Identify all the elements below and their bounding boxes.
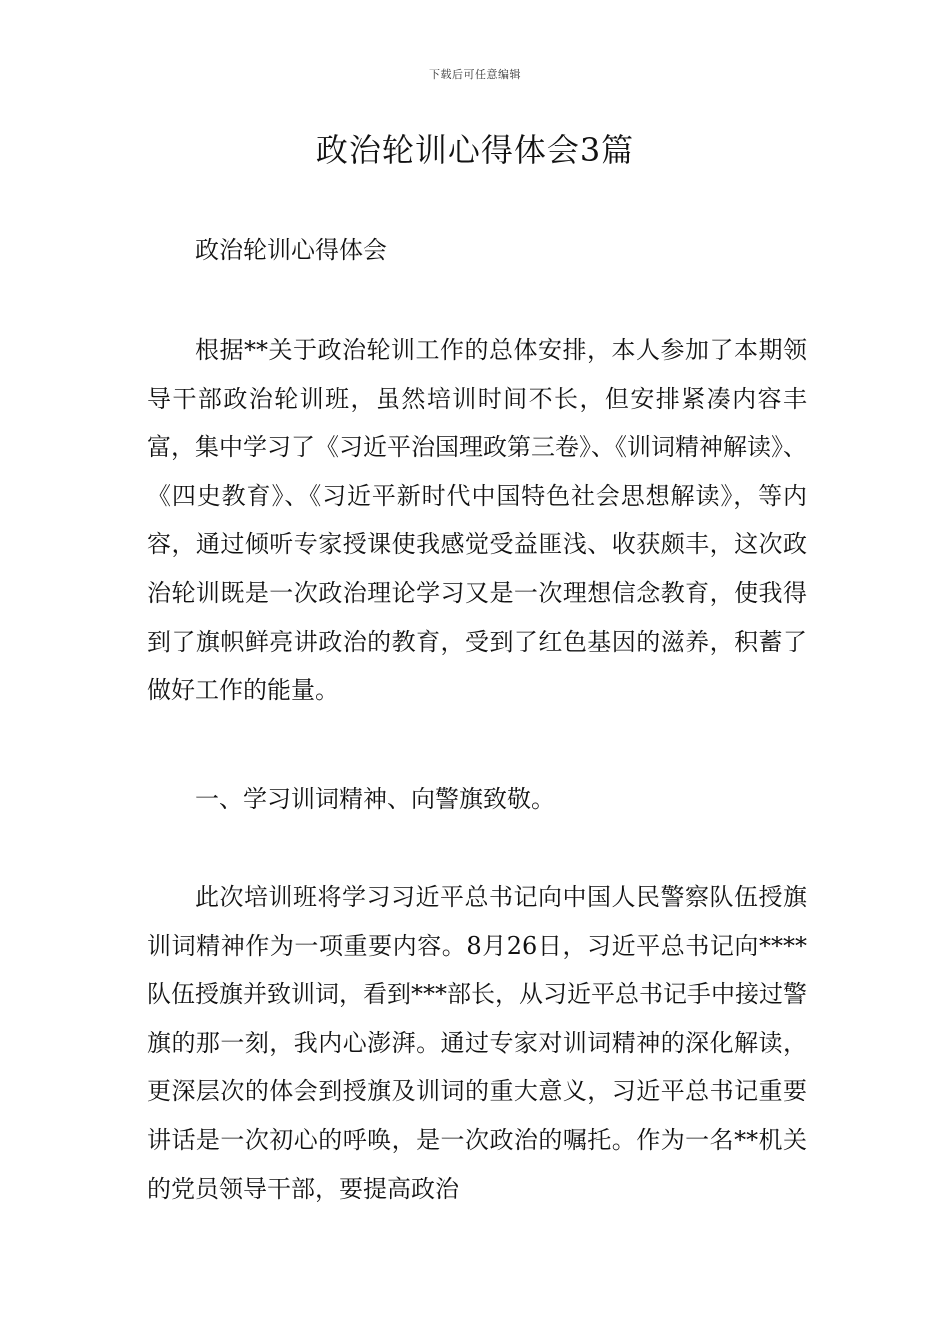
section-subtitle: 政治轮训心得体会 bbox=[195, 236, 387, 264]
header-note: 下载后可任意编辑 bbox=[429, 68, 521, 81]
paragraph-intro: 根据**关于政治轮训工作的总体安排，本人参加了本期领导干部政治轮训班，虽然培训时间不长，但安排紧凑内容丰富，集中学习了《习近平治国理政第三卷》、《训词精神解读》、《四史教育》、《习近平新时代中国特色社会思想解读》，等内容，通过倾听专家授课使我感觉受益匪浅、收获颇丰，这次政治轮训既是一次政治理论学习又是一次理想信念教育，使我得到了旗帜鲜亮讲政治的教育，受到了红色基因的滋养，积蓄了做好工作的能量。 bbox=[147, 336, 807, 705]
section-heading-1: 一、学习训词精神、向警旗致敬。 bbox=[195, 785, 555, 813]
document-title: 政治轮训心得体会3篇 bbox=[315, 131, 635, 169]
paragraph-section-1: 此次培训班将学习习近平总书记向中国人民警察队伍授旗训词精神作为一项重要内容。8月26日，习近平总书记向****队伍授旗并致训词，看到***部长，从习近平总书记手中接过警旗的那一刻，我内心澎湃。通过专家对训词精神的深化解读，更深层次的体会到授旗及训词的重大意义，习近平总书记重要讲话是一次初心的呼唤，是一次政治的嘱托。作为一名**机关的党员领导干部，要提高政治 bbox=[147, 883, 807, 1203]
